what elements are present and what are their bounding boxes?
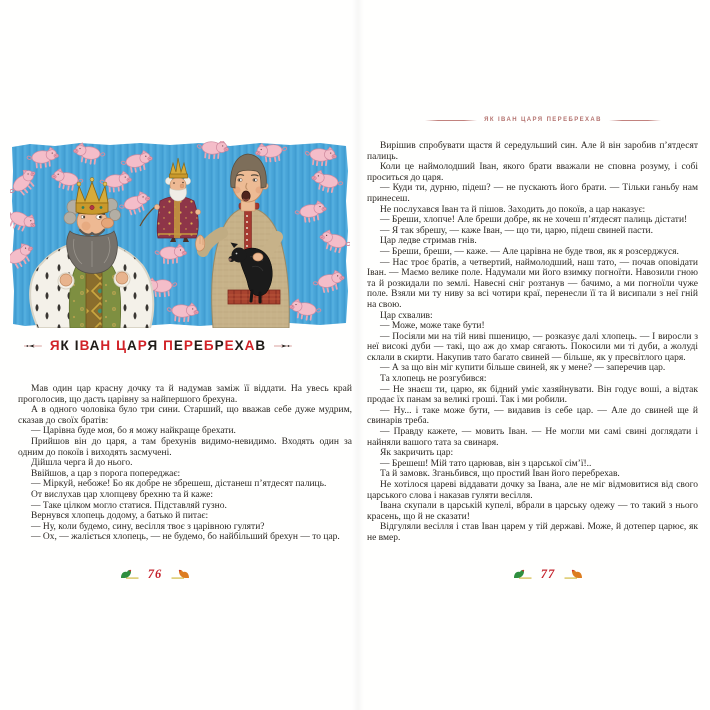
green-bird-icon xyxy=(119,568,139,580)
story-text-left xyxy=(18,384,352,543)
chapter-title-row xyxy=(24,337,292,355)
title-letter: Е xyxy=(173,338,184,354)
header-rule-left xyxy=(425,120,477,121)
paragraph: — А за що він міг купити більше свиней, як у мене? — заперечив цар. xyxy=(380,363,666,374)
paragraph: Дійшла черга й до нього. xyxy=(31,458,133,469)
title-letter: Р xyxy=(214,338,225,354)
footer-right xyxy=(487,566,609,582)
paragraph: Вирішив спробувати щастя й середульший син. Але й він заробив п’ятдесят палиць. xyxy=(367,141,698,162)
paragraph: — Правду кажете, — мовить Іван. — Не могли ми самі свині доглядати і найняли вашого тата за свинаря. xyxy=(367,427,698,448)
paragraph: Прийшов він до царя, а там брехунів видимо-невидимо. Входять один за одним до покоїв і виходять засмучені. xyxy=(18,436,352,458)
paragraph: — Ох, — жаліється хлопець, — не будемо, бо найбільший брехун — то цар. xyxy=(31,532,340,543)
title-letter: В xyxy=(255,338,267,354)
paragraph: — Бреши, хлопче! Але бреши добре, як не хочеш п’ятдесят палиць дістати! xyxy=(380,215,688,226)
paragraph: Ввійшов, а цар з порога попереджає: xyxy=(31,468,181,479)
paragraph: А в одного чоловіка було три сини. Старший, що вважав себе дуже мудрим, сказав до своїх братів: xyxy=(18,405,352,426)
title-letter: А xyxy=(127,338,138,354)
running-header-row xyxy=(443,114,643,126)
paragraph: — Не знаєш ти, царю, як бідний уміє хазяйнувати. Він годує воші, а відтак продає їх панам за великі гроші. Так і ми робили. xyxy=(367,384,698,406)
title-letter: П xyxy=(163,338,174,354)
paragraph: От вислухав цар хлопцеву брехню та й каже: xyxy=(31,489,213,500)
page-spine xyxy=(352,0,364,710)
page-number-right: 77 xyxy=(540,566,556,581)
footer-left xyxy=(94,566,216,582)
chapter-title xyxy=(50,339,266,353)
page-number-left: 76 xyxy=(147,566,163,581)
paragraph: Та хлопець не розгубився: xyxy=(380,374,487,385)
paragraph: Не хотілося цареві віддавати дочку за Івана, але не міг відмовитися від свого царського слова і наказав гуляти весілля. xyxy=(367,480,698,501)
title-letter: А xyxy=(89,338,101,354)
title-letter: Х xyxy=(234,338,245,354)
title-letter: Р xyxy=(183,338,194,354)
header-rule-right xyxy=(609,120,661,121)
title-ornament-left-icon xyxy=(24,341,42,351)
paragraph: — Ну... і таке може бути, — видавив із себе цар. — Але до свиней ще й свинарів треба. xyxy=(367,405,698,427)
orange-bird-icon xyxy=(564,568,584,580)
title-ornament-right-icon xyxy=(274,341,292,351)
story-text-right xyxy=(367,141,698,544)
title-letter: Е xyxy=(193,338,204,354)
title-letter: Я xyxy=(49,338,61,354)
paragraph: — Ну, коли будемо, сину, весілля твоє з царівною гуляти? xyxy=(31,521,265,532)
title-letter: Н xyxy=(100,338,112,354)
paragraph: Коли це наймолодший Іван, якого брати вважали не сповна розуму, і собі проситься до царя. xyxy=(367,162,698,183)
paragraph: — Може, може таке бути! xyxy=(380,321,485,332)
green-bird-icon xyxy=(512,568,532,580)
story-illustration xyxy=(10,141,350,328)
paragraph: — Нас троє братів, а четвертий, наймолодший, наш тато, — почав оповідати Іван. — Маємо велике поле. Надумали ми його взимку погноїти. Навозили гною та й розкидали по землі. Навесні сніг розтанув — бачимо, а ми погноїли чуже поле. Взяли ми ту ниву за всі чотири краї, перенесли її та й висипали з неї гній на свою. xyxy=(367,257,698,310)
paragraph: — Посіяли ми на тій ниві пшеницю, — розказує далі хлопець. — І виросли з неї високі дуби — такі, що аж до хмар сягають. Покосили ми ті дуби, а жолуді склали в скирти. Накупив тато багато свиней — більше, як у пресвітлого царя. xyxy=(367,331,698,363)
orange-bird-icon xyxy=(171,568,191,580)
paragraph: Не послухався Іван та й пішов. Заходить до покоїв, а цар наказує: xyxy=(380,204,646,215)
paragraph: — Бреши, бреши, — каже. — Але царівна не буде твоя, як я розсерджуся. xyxy=(380,246,679,257)
title-letter: Е xyxy=(224,338,235,354)
paragraph: Як закричить цар: xyxy=(380,448,454,459)
paragraph: Відгуляли весілля і став Іван царем у тій державі. Може, й дотепер царює, як не вмер. xyxy=(367,522,698,543)
title-letter: А xyxy=(244,338,256,354)
title-letter: Б xyxy=(203,338,215,354)
paragraph: Вернувся хлопець додому, а батько й питає: xyxy=(31,511,209,522)
paragraph: Мав один цар красну дочку та й надумав заміж її віддати. На увесь край проголосив, що дасть царівну за найпершого брехуна. xyxy=(18,384,352,405)
title-letter: Р xyxy=(137,338,148,354)
paragraph: — Міркуй, небоже! Бо як добре не збрешеш, дістанеш п’ятдесят палиць. xyxy=(31,479,327,490)
paragraph: Цар ледве стримав гнів. xyxy=(380,236,477,247)
paragraph: Цар схвалив: xyxy=(380,310,433,321)
running-header: ЯК ІВАН ЦАРЯ ПЕРЕБРЕХАВ xyxy=(484,117,602,123)
paragraph: — Куди ти, дурню, підеш? — не пускають його брати. — Тільки ганьбу нам принесеш. xyxy=(367,183,698,204)
title-letter: В xyxy=(79,338,90,354)
paragraph: Івана скупали в царській купелі, вбрали в царську одежу — то такий з нього красень, що й не сказати! xyxy=(367,501,698,522)
title-letter: І xyxy=(74,338,80,354)
paragraph: — Брешеш! Мій тато царював, він з царської сім’ї!.. xyxy=(380,458,592,469)
paragraph: — Таке цілком могло статися. Підставляй гузно. xyxy=(31,500,227,511)
paragraph: — Царівна буде моя, бо я можу найкраще брехати. xyxy=(31,426,236,437)
paragraph: Та й замовк. Зганьбився, що простий Іван його перебрехав. xyxy=(380,469,620,480)
title-letter: Ц xyxy=(116,338,128,354)
title-letter: Я xyxy=(147,338,159,354)
paragraph: — Я так збрешу, — каже Іван, — що ти, царю, підеш свиней пасти. xyxy=(380,225,653,236)
title-letter: К xyxy=(60,338,70,354)
